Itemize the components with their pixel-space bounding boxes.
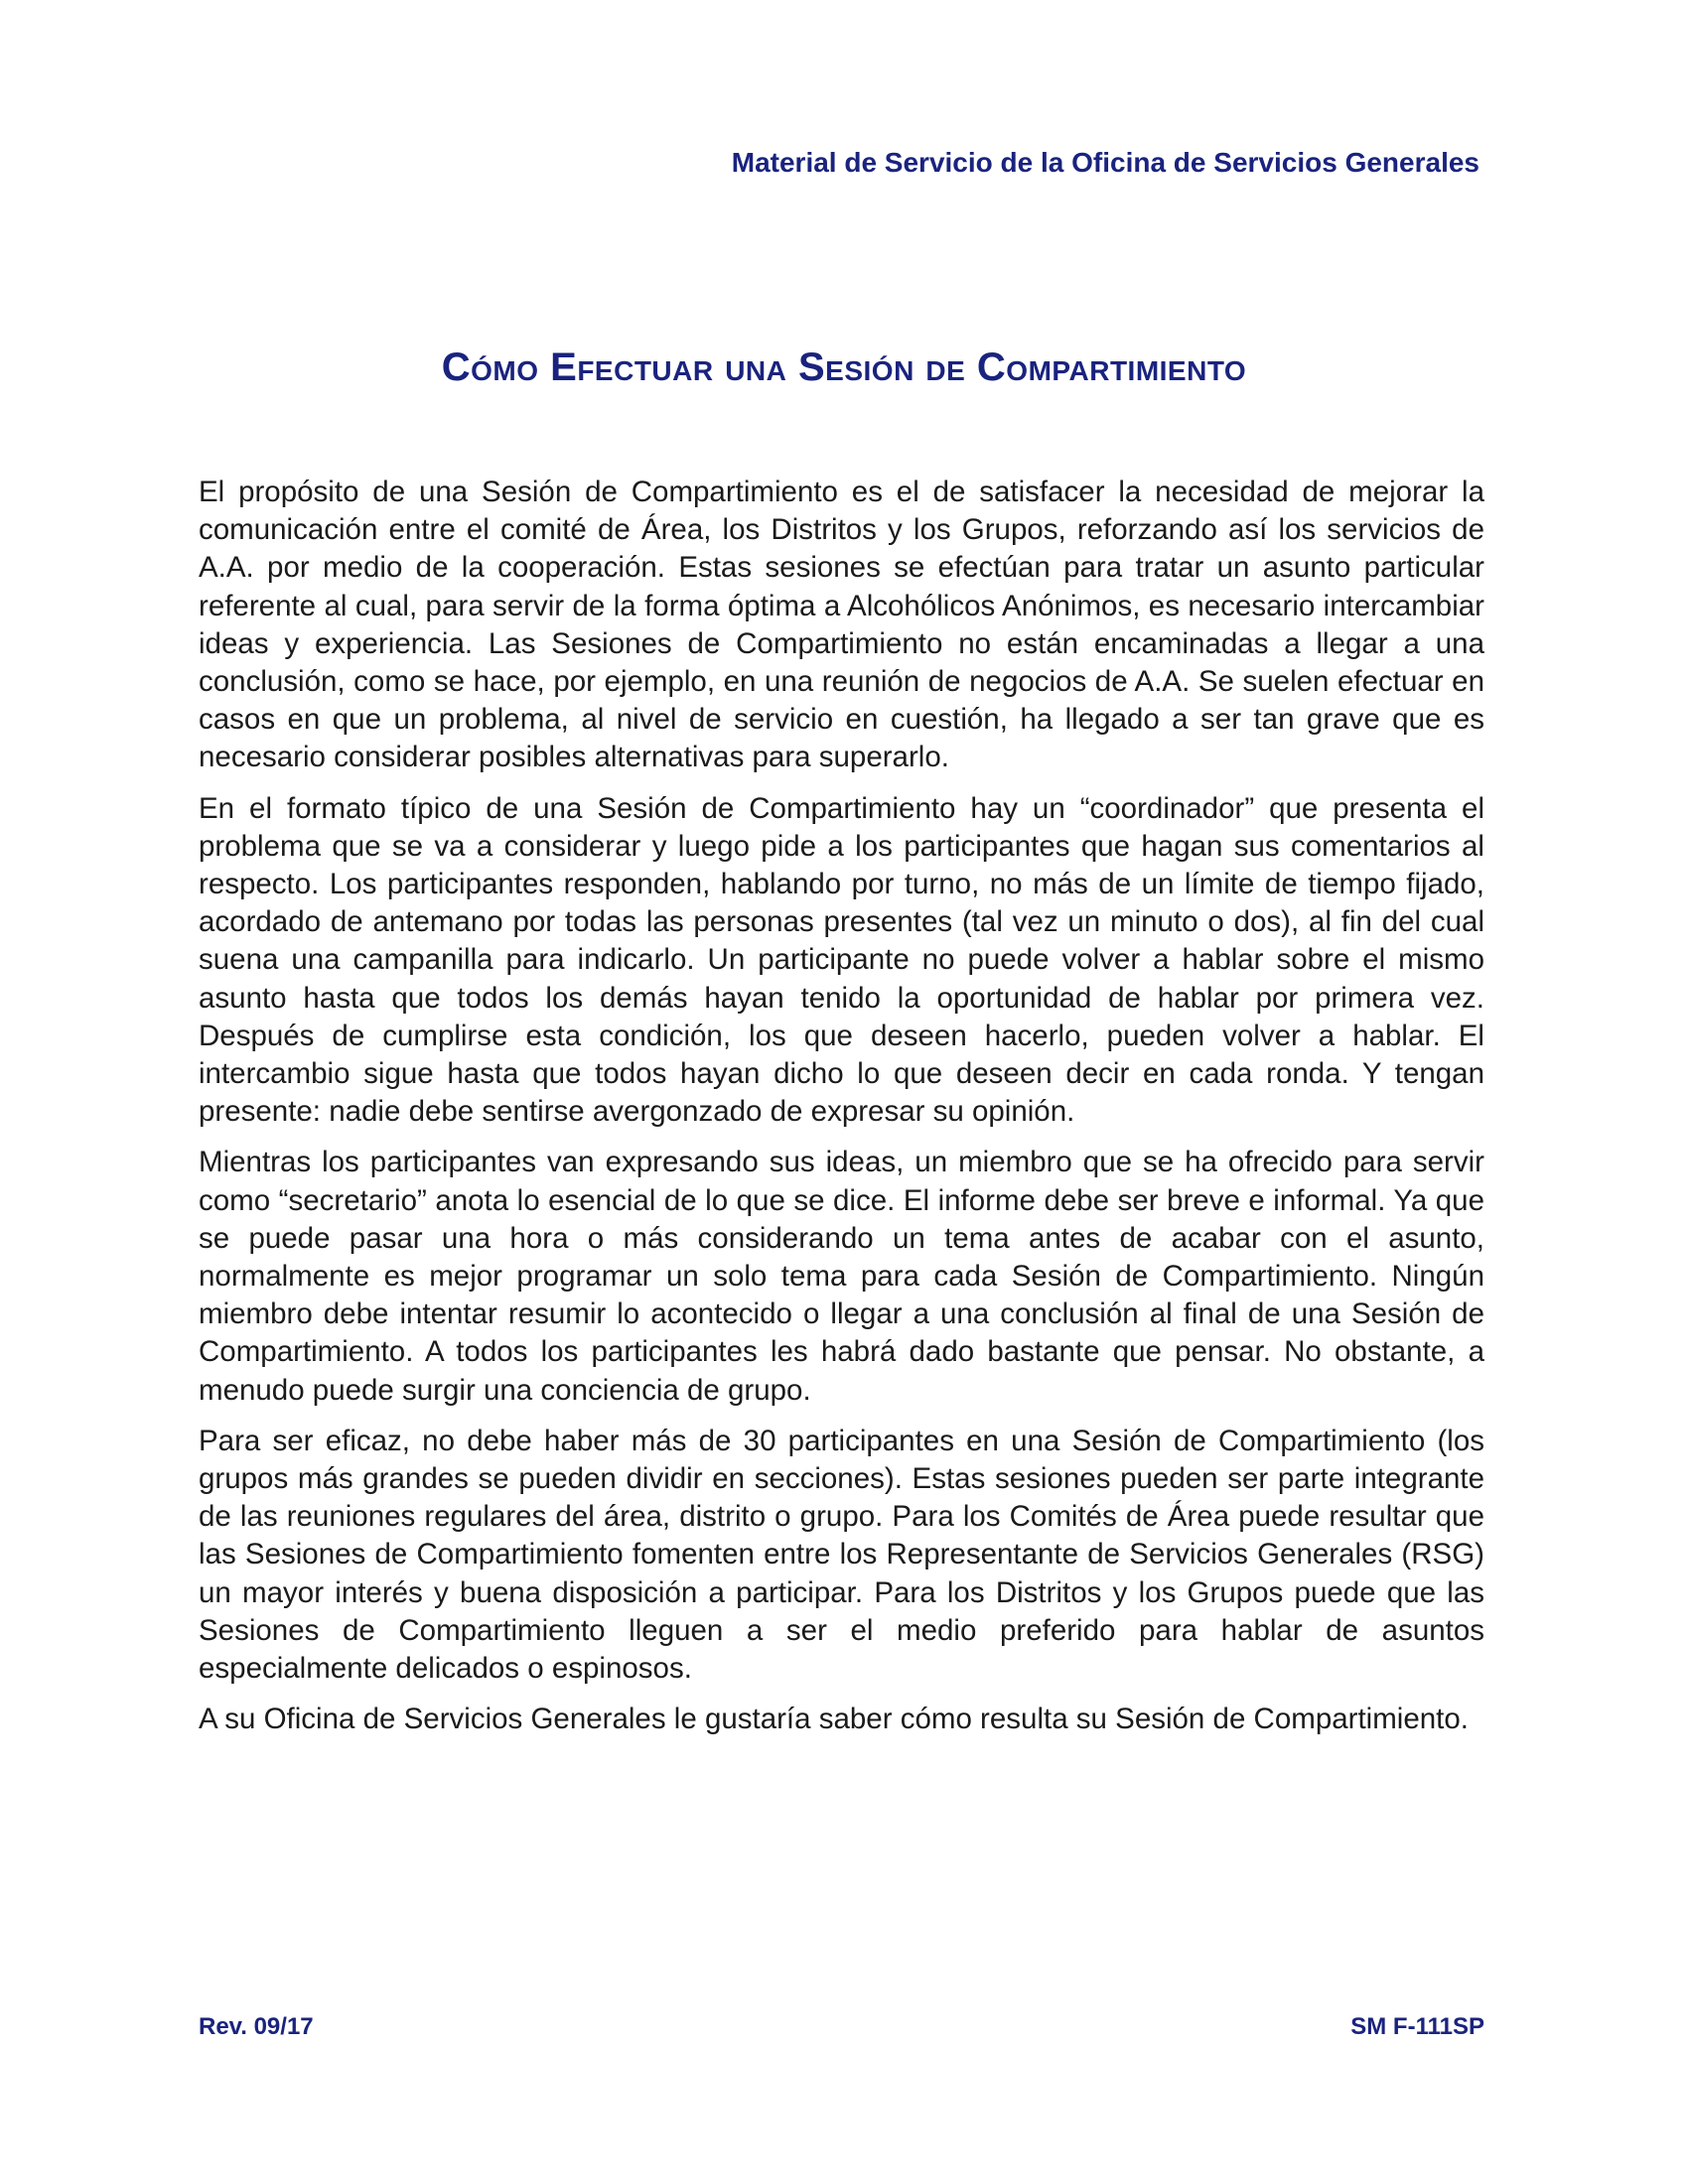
paragraph-closing: A su Oficina de Servicios Generales le gustaría saber cómo resulta su Sesión de Compartimiento. xyxy=(199,1703,1469,1736)
document-body xyxy=(199,474,1484,1752)
footer-revision: Rev. 09/17 xyxy=(199,2013,314,2040)
footer-document-code: SM F-111SP xyxy=(1350,2013,1484,2040)
paragraph-purpose: El propósito de una Sesión de Compartimiento es el de satisfacer la necesidad de mejorar la comunicación entre el comité de Área, los Distritos y los Grupos, reforzando así los servicios de A.A. por medio de la cooperación. Estas sesiones se efectúan para tratar un asunto particular referente al cual, para servir de la forma óptima a Alcohólicos Anónimos, es necesario intercambiar ideas y experiencia. Las Sesiones de Compartimiento no están encaminadas a llegar a una conclusión, como se hace, por ejemplo, en una reunión de negocios de A.A. Se suelen efectuar en casos en que un problema, al nivel de servicio en cuestión, ha llegado a ser tan grave que es necesario considerar posibles alternativas para superarlo. xyxy=(199,476,1484,774)
paragraph-format: En el formato típico de una Sesión de Compartimiento hay un “coordinador” que presenta el problema que se va a considerar y luego pide a los participantes que hagan sus comentarios al respecto. Los participantes responden, hablando por turno, no más de un límite de tiempo fijado, acordado de antemano por todas las personas presentes (tal vez un minuto o dos), al fin del cual suena una campanilla para indicarlo. Un participante no puede volver a hablar sobre el mismo asunto hasta que todos los demás hayan tenido la oportunidad de hablar por primera vez. Después de cumplirse esta condición, los que deseen hacerlo, pueden volver a hablar. El intercambio sigue hasta que todos hayan dicho lo que deseen decir en cada ronda. Y tengan presente: nadie debe sentirse avergonzado de expresar su opinión. xyxy=(199,791,1484,1129)
paragraph-participants: Para ser eficaz, no debe haber más de 30 participantes en una Sesión de Compartimiento (los grupos más grandes se pueden dividir en secciones). Estas sesiones pueden ser parte integrante de las reuniones regulares del área, distrito o grupo. Para los Comités de Área puede resultar que las Sesiones de Compartimiento fomenten entre los Representante de Servicios Generales (RSG) un mayor interés y buena disposición a participar. Para los Distritos y los Grupos puede que las Sesiones de Compartimiento lleguen a ser el medio preferido para hablar de asuntos especialmente delicados o espinosos. xyxy=(199,1424,1484,1686)
document-header: Material de Servicio de la Oficina de Servicios Generales xyxy=(731,147,1479,178)
paragraph-secretary: Mientras los participantes van expresando sus ideas, un miembro que se ha ofrecido para servir como “secretario” anota lo esencial de lo que se dice. El informe debe ser breve e informal. Ya que se puede pasar una hora o más considerando un tema antes de acabar con el asunto, normalmente es mejor programar un solo tema para cada Sesión de Compartimiento. Ningún miembro debe intentar resumir lo acontecido o llegar a una conclusión al final de una Sesión de Compartimiento. A todos los participantes les habrá dado bastante que pensar. No obstante, a menudo puede surgir una conciencia de grupo. xyxy=(199,1146,1484,1407)
document-title: Cómo Efectuar una Sesión de Compartimiento xyxy=(441,345,1247,389)
